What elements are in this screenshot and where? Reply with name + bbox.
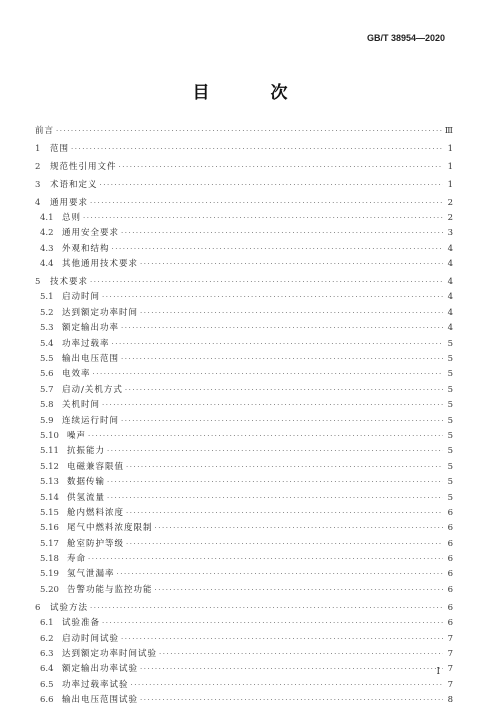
toc-entry-label: 其他通用技术要求 — [62, 259, 139, 270]
toc-entry[interactable] — [35, 352, 453, 367]
toc-entry-label: 告警功能与监控功能 — [67, 584, 153, 595]
toc-entry-number: 5.4 — [40, 338, 54, 349]
toc-entry-number: 5.7 — [40, 384, 54, 395]
toc-entry-page: 5 — [447, 477, 453, 488]
toc-entry[interactable] — [35, 383, 453, 398]
toc-leader-dots — [121, 226, 443, 241]
toc-entry-page: 5 — [447, 492, 453, 503]
toc-entry-page: 5 — [447, 415, 453, 426]
toc-entry-number: 5.13 — [40, 477, 59, 488]
toc-leader-dots — [125, 383, 443, 398]
toc-entry-label: 寿命 — [67, 554, 87, 565]
toc-entry-number: 5.12 — [40, 461, 59, 472]
toc-entry-number: 5.3 — [40, 323, 54, 334]
toc-entry-number: 5.14 — [40, 492, 59, 503]
toc-entry-label: 数据传输 — [67, 477, 106, 488]
toc-entry[interactable] — [35, 616, 453, 631]
toc-entry-page: 3 — [447, 228, 453, 239]
toc-entry-number: 4.4 — [40, 259, 54, 270]
toc-entry-page: 4 — [447, 243, 453, 254]
toc-leader-dots — [83, 211, 443, 226]
toc-entry-number: 5.8 — [40, 400, 54, 411]
toc-entry[interactable] — [35, 211, 453, 226]
toc-entry-label: 技术要求 — [50, 277, 89, 288]
toc-leader-dots — [126, 506, 443, 521]
toc-entry-label: 噪声 — [67, 430, 87, 441]
toc-entry[interactable] — [35, 290, 453, 305]
toc-entry-page: 6 — [447, 538, 453, 549]
toc-entry-number: 6.1 — [40, 618, 54, 629]
toc-entry-page: 4 — [447, 292, 453, 303]
toc-entry-page: 1 — [447, 161, 453, 172]
toc-entry-page: 7 — [447, 633, 453, 644]
toc-entry[interactable] — [35, 475, 453, 490]
toc-entry[interactable] — [35, 226, 453, 241]
toc-entry[interactable] — [35, 601, 453, 616]
toc-entry[interactable] — [35, 275, 453, 290]
toc-entry-label: 电效率 — [62, 369, 91, 380]
toc-leader-dots — [88, 552, 443, 567]
toc-entry-label: 试验准备 — [62, 618, 101, 629]
toc-entry-label: 功率过载率试验 — [62, 679, 129, 690]
toc-entry-number: 4 — [35, 197, 41, 208]
toc-entry[interactable] — [35, 257, 453, 272]
toc-entry-page: 5 — [447, 338, 453, 349]
toc-entry-number: 5.18 — [40, 554, 59, 565]
toc-leader-dots — [112, 242, 443, 257]
toc-leader-dots — [140, 693, 443, 708]
toc-entry[interactable] — [35, 444, 453, 459]
toc-entry-label: 电磁兼容限值 — [67, 461, 125, 472]
toc-leader-dots — [140, 257, 443, 272]
toc-entry-label: 输出电压范围 — [62, 354, 120, 365]
toc-entry-label: 舱室防护等级 — [67, 538, 125, 549]
toc-entry-number: 5.5 — [40, 354, 54, 365]
toc-entry[interactable] — [35, 306, 453, 321]
toc-entry[interactable] — [35, 491, 453, 506]
toc-entry-page: 6 — [447, 602, 453, 613]
toc-entry-page: 5 — [447, 446, 453, 457]
toc-leader-dots — [107, 444, 443, 459]
toc-entry[interactable] — [35, 678, 453, 693]
toc-entry-number: 5.6 — [40, 369, 54, 380]
toc-entry-label: 关机时间 — [62, 400, 101, 411]
toc-entry-label: 范围 — [50, 143, 70, 154]
toc-entry-number: 6.5 — [40, 679, 54, 690]
toc-entry-label: 前言 — [35, 125, 55, 136]
toc-entry[interactable] — [35, 414, 453, 429]
toc-entry-number: 6 — [35, 602, 41, 613]
toc-leader-dots — [100, 178, 443, 193]
toc-entry-number: 5.20 — [40, 584, 59, 595]
page-number: I — [436, 667, 440, 677]
page-title: 目 次 — [192, 83, 310, 103]
toc-leader-dots — [102, 398, 443, 413]
toc-entry[interactable] — [35, 398, 453, 413]
toc-entry-number: 5.10 — [40, 430, 59, 441]
toc-entry-page: 2 — [447, 212, 453, 223]
toc-leader-dots — [121, 321, 443, 336]
toc-entry[interactable] — [35, 142, 453, 157]
toc-entry-label: 舱内燃料浓度 — [67, 507, 125, 518]
toc-entry-label: 启动/关机方式 — [62, 384, 123, 395]
toc-entry-page: 5 — [447, 400, 453, 411]
toc-entry-label: 输出电压范围试验 — [62, 695, 139, 706]
toc-leader-dots — [102, 290, 443, 305]
toc-leader-dots — [117, 567, 443, 582]
toc-leader-dots — [119, 160, 443, 175]
toc-entry-page: 6 — [447, 584, 453, 595]
toc-entry-number: 3 — [35, 179, 41, 190]
toc-entry-page: 2 — [447, 197, 453, 208]
toc-entry[interactable] — [35, 568, 453, 583]
toc-entry-label: 额定输出功率试验 — [62, 664, 139, 675]
toc-entry-number: 5.9 — [40, 415, 54, 426]
toc-entry-page: 6 — [447, 618, 453, 629]
toc-leader-dots — [126, 460, 443, 475]
toc-entry[interactable] — [35, 178, 453, 193]
toc-entry-label: 通用要求 — [50, 197, 89, 208]
toc-leader-dots — [159, 647, 443, 662]
toc-entry-label: 氢气泄漏率 — [67, 569, 115, 580]
toc-leader-dots — [107, 475, 443, 490]
toc-entry-page: Ⅲ — [444, 125, 453, 136]
toc-leader-dots — [121, 632, 443, 647]
toc-entry-label: 试验方法 — [50, 602, 89, 613]
toc-entry[interactable] — [35, 552, 453, 567]
toc-leader-dots — [90, 196, 443, 211]
toc-entry-page: 5 — [447, 369, 453, 380]
toc-entry-label: 达到额定功率时间 — [62, 307, 139, 318]
toc-entry[interactable] — [35, 521, 453, 536]
toc-entry-page: 4 — [447, 323, 453, 334]
toc-entry-page: 1 — [447, 179, 453, 190]
toc-entry-label: 规范性引用文件 — [50, 161, 117, 172]
toc-entry-number: 5.16 — [40, 523, 59, 534]
toc-leader-dots — [155, 521, 443, 536]
toc-entry-page: 6 — [447, 569, 453, 580]
toc-entry[interactable] — [35, 196, 453, 211]
toc-entry[interactable] — [35, 429, 453, 444]
toc-entry-label: 抗振能力 — [67, 446, 106, 457]
toc-entry-label: 启动时间 — [62, 292, 101, 303]
toc-leader-dots — [131, 678, 443, 693]
toc-entry-page: 5 — [447, 354, 453, 365]
toc-entry-label: 外观和结构 — [62, 243, 110, 254]
toc-entry[interactable] — [35, 321, 453, 336]
toc-entry-number: 4.3 — [40, 243, 54, 254]
toc-entry[interactable] — [35, 337, 453, 352]
toc-entry-page: 4 — [447, 307, 453, 318]
toc-entry-number: 4.1 — [40, 212, 54, 223]
toc-leader-dots — [107, 491, 443, 506]
toc-entry-label: 供氢流量 — [67, 492, 106, 503]
toc-leader-dots — [112, 337, 443, 352]
toc-leader-dots — [155, 583, 443, 598]
toc-entry-number: 6.6 — [40, 695, 54, 706]
toc-entry-page: 6 — [447, 507, 453, 518]
toc-entry-page: 7 — [447, 664, 453, 675]
toc-entry[interactable] — [35, 662, 453, 677]
toc-entry-page: 5 — [447, 461, 453, 472]
toc-leader-dots — [121, 414, 443, 429]
toc-entry-number: 5 — [35, 277, 41, 288]
toc-entry[interactable] — [35, 460, 453, 475]
toc-leader-dots — [121, 352, 443, 367]
toc-entry-number: 5.15 — [40, 507, 59, 518]
toc-leader-dots — [93, 367, 443, 382]
toc-leader-dots — [140, 306, 443, 321]
toc-entry-page: 4 — [447, 277, 453, 288]
toc-entry-page: 6 — [447, 554, 453, 565]
toc-entry-number: 5.2 — [40, 307, 54, 318]
toc-leader-dots — [90, 601, 443, 616]
toc-leader-dots — [71, 142, 443, 157]
toc-leader-dots — [102, 616, 443, 631]
toc-entry[interactable] — [35, 242, 453, 257]
toc-entry-number: 2 — [35, 161, 41, 172]
toc-entry-page: 7 — [447, 649, 453, 660]
table-of-contents — [35, 121, 453, 709]
toc-entry-label: 达到额定功率时间试验 — [62, 649, 158, 660]
toc-leader-dots — [88, 429, 443, 444]
toc-entry-label: 连续运行时间 — [62, 415, 120, 426]
toc-entry-page: 5 — [447, 384, 453, 395]
toc-entry-number: 6.4 — [40, 664, 54, 675]
toc-entry-page: 8 — [447, 695, 453, 706]
toc-entry-number: 5.19 — [40, 569, 59, 580]
toc-entry-number: 1 — [35, 143, 41, 154]
toc-entry-label: 功率过载率 — [62, 338, 110, 349]
toc-entry-label: 尾气中燃料浓度限制 — [67, 523, 153, 534]
toc-entry-number: 5.11 — [40, 446, 59, 457]
toc-entry[interactable] — [35, 124, 453, 139]
toc-entry-label: 总则 — [62, 212, 82, 223]
toc-entry-page: 5 — [447, 430, 453, 441]
toc-entry[interactable] — [35, 632, 453, 647]
toc-entry[interactable] — [35, 693, 453, 708]
toc-entry[interactable] — [35, 583, 453, 598]
toc-entry[interactable] — [35, 160, 453, 175]
toc-entry[interactable] — [35, 537, 453, 552]
toc-entry-label: 额定输出功率 — [62, 323, 120, 334]
toc-entry[interactable] — [35, 506, 453, 521]
toc-leader-dots — [90, 275, 443, 290]
toc-entry-label: 通用安全要求 — [62, 228, 120, 239]
toc-entry-number: 6.2 — [40, 633, 54, 644]
toc-leader-dots — [56, 124, 443, 139]
toc-entry[interactable] — [35, 647, 453, 662]
toc-leader-dots — [126, 537, 443, 552]
toc-entry-label: 术语和定义 — [50, 179, 98, 190]
toc-entry-page: 6 — [447, 523, 453, 534]
toc-entry-number: 5.17 — [40, 538, 59, 549]
toc-entry[interactable] — [35, 367, 453, 382]
toc-entry-page: 1 — [447, 143, 453, 154]
toc-entry-number: 4.2 — [40, 228, 54, 239]
toc-entry-number: 5.1 — [40, 292, 54, 303]
toc-leader-dots — [140, 662, 443, 677]
standard-code: GB/T 38954—2020 — [366, 33, 445, 43]
toc-entry-page: 4 — [447, 259, 453, 270]
toc-entry-label: 启动时间试验 — [62, 633, 120, 644]
toc-entry-number: 6.3 — [40, 649, 54, 660]
toc-entry-page: 7 — [447, 679, 453, 690]
